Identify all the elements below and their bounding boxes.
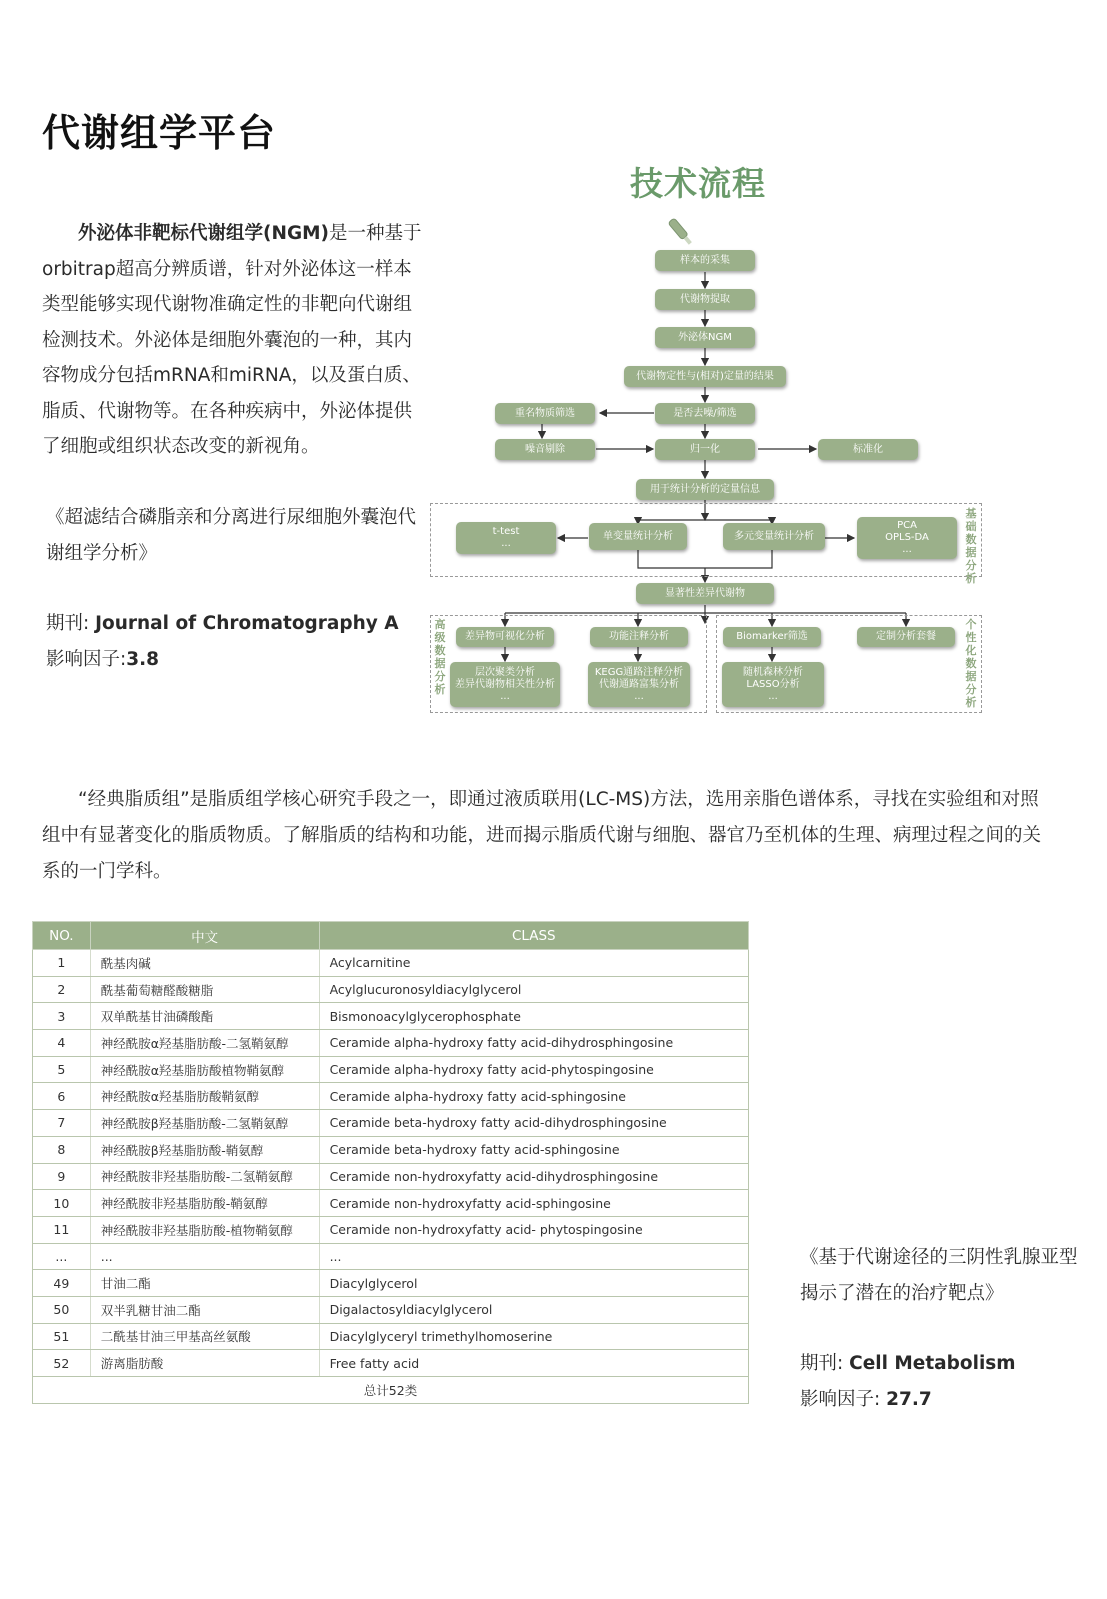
cell-chinese: 神经酰胺α羟基脂肪酸-二氢鞘氨醇 [90,1030,319,1057]
cell-chinese: 甘油二酯 [90,1270,319,1297]
table-row [33,950,749,977]
cell-chinese: 神经酰胺非羟基脂肪酸-二氢鞘氨醇 [90,1163,319,1190]
cell-no: 50 [33,1296,91,1323]
step-noise-removal: 噪音剔除 [495,439,595,460]
step-multivariate: 多元变量统计分析 [723,523,825,550]
table-row [33,1163,749,1190]
table-row [33,1243,749,1270]
reference-1-journal: 期刊: Journal of Chromatography A [46,613,399,634]
intro-text: 是一种基于orbitrap超高分辨质谱，针对外泌体这一样本类型能够实现代谢物准确定性的非靶向代谢组检测技术。外泌体是细胞外囊泡的一种，其内容物成分包括mRNA和miRNA，以及蛋白质、脂质、代谢物等。在各种疾病中，外泌体提供了细胞或组织状态改变的新视角。 [42,223,422,457]
step-normalization: 归一化 [655,439,755,460]
cell-no: 1 [33,950,91,977]
reference-2-impact: 影响因子: 27.7 [800,1389,932,1410]
table-row [33,1030,749,1057]
cell-no: 51 [33,1323,91,1350]
table-row [33,1350,749,1377]
table-row [33,1296,749,1323]
step-pca-oplsda: PCA OPLS-DA ... [857,517,957,559]
cell-chinese: 二酰基甘油三甲基高丝氨酸 [90,1323,319,1350]
side-label-advanced: 高级数据分析 [434,618,446,696]
step-univariate: 单变量统计分析 [589,523,687,550]
cell-chinese: 神经酰胺非羟基脂肪酸-鞘氨醇 [90,1190,319,1217]
cell-no: 9 [33,1163,91,1190]
page-title: 代谢组学平台 [42,111,277,155]
step-sample-collection: 样本的采集 [655,250,755,271]
cell-no: 52 [33,1350,91,1377]
workflow-diagram [420,215,990,720]
side-label-custom: 个性化数据分析 [965,618,977,709]
cell-chinese: 双单酰基甘油磷酸酯 [90,1003,319,1030]
cell-class: Acylglucuronosyldiacylglycerol [319,976,748,1003]
pipette-icon [668,218,693,246]
step-quant-results: 代谢物定性与(相对)定量的结果 [624,366,786,387]
cell-chinese: 神经酰胺β羟基脂肪酸-鞘氨醇 [90,1136,319,1163]
step-function-annotation: 功能注释分析 [590,627,688,647]
cell-chinese: ... [90,1243,319,1270]
header-no: NO. [33,922,91,950]
cell-class: Ceramide alpha-hydroxy fatty acid-sphingosine [319,1083,748,1110]
cell-class: Ceramide non-hydroxyfatty acid-sphingosine [319,1190,748,1217]
step-duplicate-filter: 重名物质筛选 [495,403,595,424]
cell-class: Ceramide non-hydroxyfatty acid-dihydrosphingosine [319,1163,748,1190]
cell-class: Acylcarnitine [319,950,748,977]
table-row [33,1323,749,1350]
step-metabolite-extraction: 代谢物提取 [655,289,755,310]
step-t-test: t-test ... [456,522,556,554]
cell-no: 2 [33,976,91,1003]
table-row [33,1110,749,1137]
table-row [33,1190,749,1217]
step-significant-metabolites: 显著性差异代谢物 [636,583,774,604]
step-biomarker-screening: Biomarker筛选 [723,627,821,647]
reference-1-impact: 影响因子:3.8 [46,649,160,670]
cell-chinese: 神经酰胺α羟基脂肪酸鞘氨醇 [90,1083,319,1110]
cell-no: 4 [33,1030,91,1057]
reference-1-title: 《超滤结合磷脂亲和分离进行尿细胞外囊泡代谢组学分析》 [46,507,417,564]
cell-chinese: 酰基葡萄糖醛酸糖脂 [90,976,319,1003]
step-exosome-ngm: 外泌体NGM [655,327,755,348]
cell-class: Ceramide alpha-hydroxy fatty acid-dihydrosphingosine [319,1030,748,1057]
cell-chinese: 神经酰胺非羟基脂肪酸-植物鞘氨醇 [90,1216,319,1243]
step-denoise-filter: 是否去噪/筛选 [655,403,755,424]
intro-lead: 外泌体非靶标代谢组学(NGM) [78,223,329,244]
cell-no: 49 [33,1270,91,1297]
flow-title: 技术流程 [630,164,766,203]
lipid-class-table [32,921,749,1404]
cell-no: 10 [33,1190,91,1217]
table-row [33,976,749,1003]
cell-chinese: 神经酰胺β羟基脂肪酸-二氢鞘氨醇 [90,1110,319,1137]
table-row [33,1136,749,1163]
cell-class: Ceramide alpha-hydroxy fatty acid-phytospingosine [319,1056,748,1083]
cell-class: Ceramide non-hydroxyfatty acid- phytospingosine [319,1216,748,1243]
table-row [33,1083,749,1110]
step-random-forest-lasso: 随机森林分析 LASSO分析 ... [722,662,824,707]
cell-no: ... [33,1243,91,1270]
header-class: CLASS [319,922,748,950]
table-body [33,950,749,1377]
cell-chinese: 双半乳糖甘油二酯 [90,1296,319,1323]
cell-class: Ceramide beta-hydroxy fatty acid-dihydrosphingosine [319,1110,748,1137]
cell-chinese: 神经酰胺α羟基脂肪酸植物鞘氨醇 [90,1056,319,1083]
header-chinese: 中文 [90,922,319,950]
step-diff-visualization: 差异物可视化分析 [456,627,554,647]
step-custom-package: 定制分析套餐 [857,627,955,647]
cell-no: 11 [33,1216,91,1243]
cell-class: Bismonoacylglycerophosphate [319,1003,748,1030]
reference-1 [46,500,426,678]
table-footer-row [33,1377,749,1404]
intro-paragraph [42,216,426,465]
cell-class: Free fatty acid [319,1350,748,1377]
reference-2-title: 《基于代谢途径的三阴性乳腺亚型揭示了潜在的治疗靶点》 [800,1247,1078,1304]
cell-class: Diacylglycerol [319,1270,748,1297]
lipidomics-paragraph: “经典脂质组”是脂质组学核心研究手段之一，即通过液质联用(LC-MS)方法，选用亲脂色谱体系，寻找在实验组和对照组中有显著变化的脂质物质。了解脂质的结构和功能，进而揭示脂质代谢与细胞、器官乃至机体的生理、病理过程之间的关系的一门学科。 [42,789,1042,882]
cell-class: Diacylglyceryl trimethylhomoserine [319,1323,748,1350]
cell-chinese: 酰基肉碱 [90,950,319,977]
table-row [33,1270,749,1297]
cell-class: Ceramide beta-hydroxy fatty acid-sphingosine [319,1136,748,1163]
step-cluster-correlation: 层次聚类分析 差异代谢物相关性分析 ... [450,662,560,707]
step-standardization: 标准化 [818,439,918,460]
table-row [33,1056,749,1083]
table-row [33,1003,749,1030]
table-row [33,1216,749,1243]
cell-class: Digalactosyldiacylglycerol [319,1296,748,1323]
step-kegg-analysis: KEGG通路注释分析 代谢通路富集分析 ... [588,662,690,707]
cell-no: 7 [33,1110,91,1137]
step-stat-quant-info: 用于统计分析的定量信息 [636,479,774,500]
cell-no: 8 [33,1136,91,1163]
cell-no: 5 [33,1056,91,1083]
table-total: 总计52类 [33,1377,749,1404]
cell-chinese: 游离脂肪酸 [90,1350,319,1377]
cell-no: 6 [33,1083,91,1110]
reference-2-journal: 期刊: Cell Metabolism [800,1353,1016,1374]
reference-2 [800,1240,1090,1418]
side-label-basic: 基础数据分析 [965,507,977,585]
table-header-row [33,922,749,950]
cell-class: ... [319,1243,748,1270]
cell-no: 3 [33,1003,91,1030]
